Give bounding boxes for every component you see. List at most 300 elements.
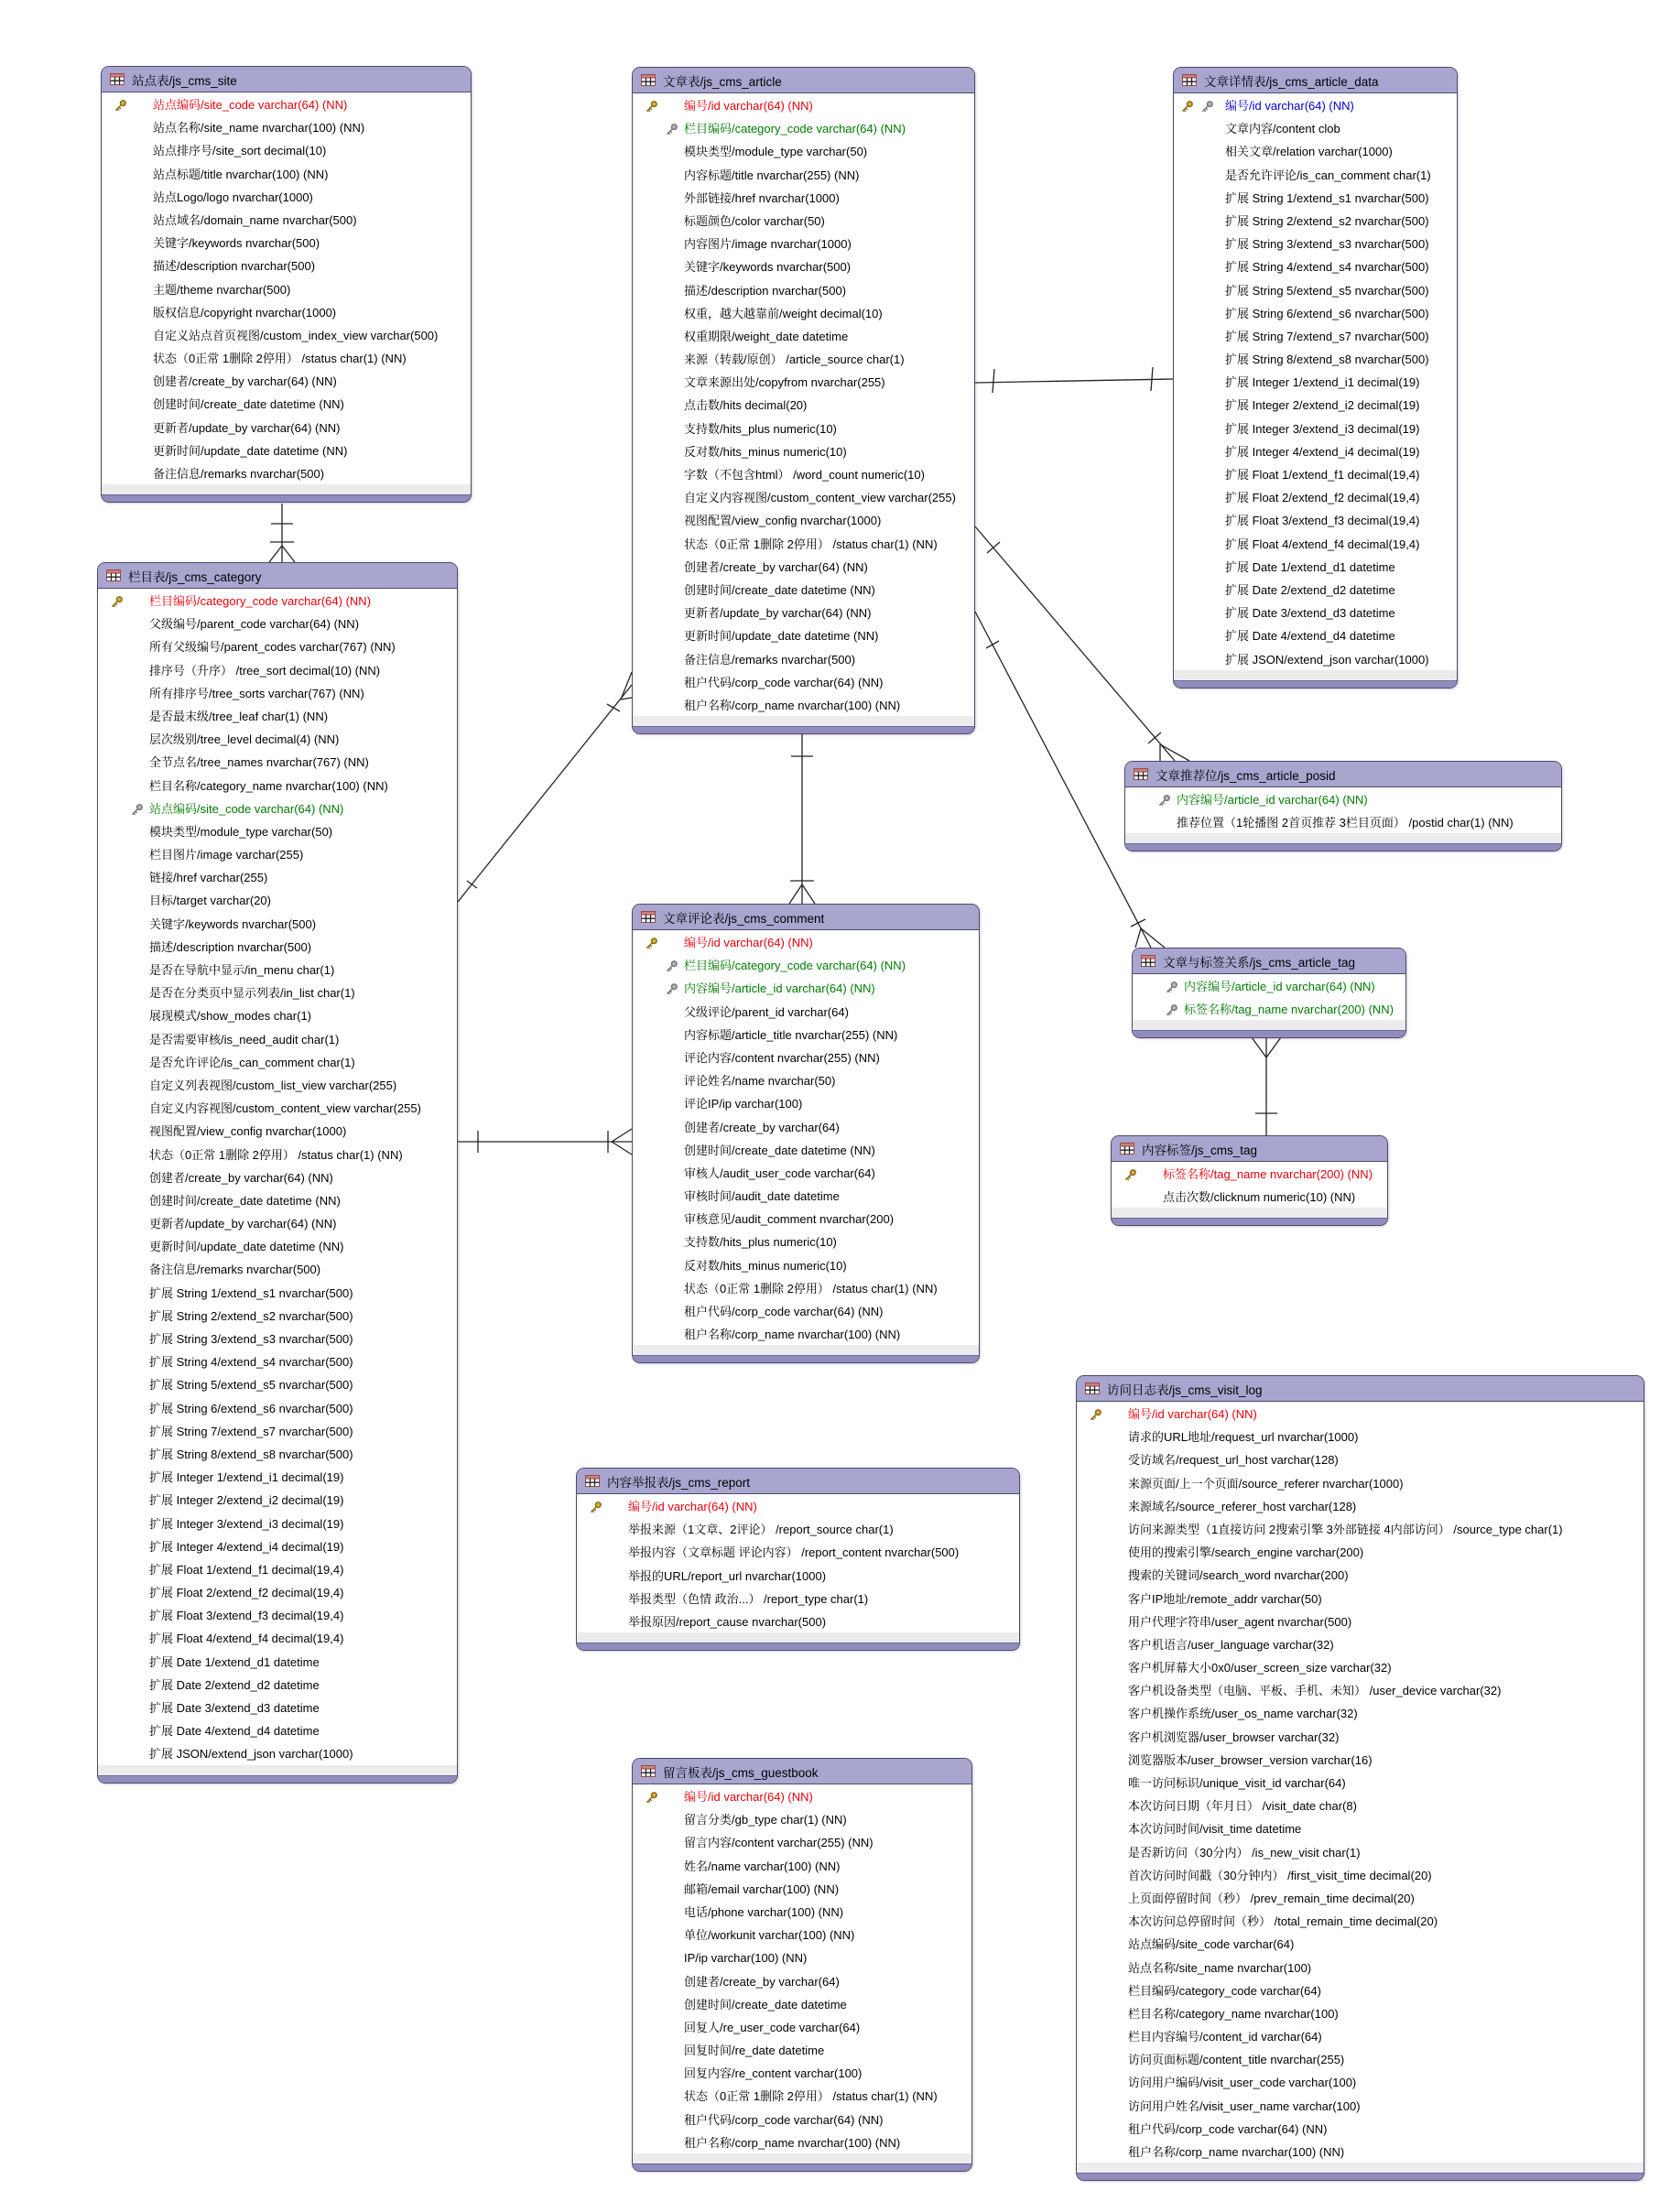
table-header[interactable] xyxy=(1133,949,1405,974)
field-row[interactable] xyxy=(633,278,974,301)
field-row[interactable] xyxy=(102,231,471,254)
field-row[interactable] xyxy=(633,393,974,416)
field-row[interactable] xyxy=(1174,209,1457,232)
field-row[interactable] xyxy=(633,417,974,439)
field-row[interactable] xyxy=(98,1650,457,1673)
field-row[interactable] xyxy=(1077,1587,1644,1610)
table-header[interactable] xyxy=(98,563,457,589)
field-row[interactable] xyxy=(98,912,457,935)
field-row[interactable] xyxy=(633,232,974,255)
field-row[interactable] xyxy=(1174,139,1457,162)
field-row[interactable] xyxy=(577,1610,1019,1632)
field-row[interactable] xyxy=(1077,1886,1644,1909)
field-label: 回复人/re_user_code varchar(64) xyxy=(684,2020,861,2034)
field-row[interactable] xyxy=(98,1027,457,1050)
field-label: 自定义站点首页视图/custom_index_view varchar(500) xyxy=(153,328,439,342)
field-row[interactable] xyxy=(1077,2047,1644,2070)
field-list xyxy=(102,92,471,484)
field-row[interactable] xyxy=(1077,1909,1644,1932)
field-row[interactable] xyxy=(98,1119,457,1142)
field-label: 用户代理字符串/user_agent nvarchar(500) xyxy=(1128,1614,1352,1629)
field-row[interactable] xyxy=(633,555,974,578)
field-row[interactable] xyxy=(633,1877,971,1900)
field-row[interactable] xyxy=(1077,1448,1644,1470)
field-row[interactable] xyxy=(98,1488,457,1511)
field-row[interactable] xyxy=(1174,324,1457,347)
field-row[interactable] xyxy=(633,1784,971,1807)
field-row[interactable] xyxy=(633,209,974,232)
field-row[interactable] xyxy=(98,1234,457,1257)
field-row[interactable] xyxy=(633,1854,971,1877)
field-label: 客户机浏览器/user_browser varchar(32) xyxy=(1128,1729,1340,1744)
field-label: 举报类型（色情 政治...） /report_type char(1) xyxy=(628,1591,869,1606)
field-row[interactable] xyxy=(633,930,979,953)
field-list xyxy=(577,1494,1019,1632)
field-row[interactable] xyxy=(1077,1816,1644,1839)
field-row[interactable] xyxy=(1174,116,1457,139)
table-title: 内容举报表/js_cms_report xyxy=(607,1475,751,1490)
field-row[interactable] xyxy=(1077,2117,1644,2140)
field-list xyxy=(633,1784,971,2153)
field-label: 所有排序号/tree_sorts varchar(767) (NN) xyxy=(149,686,364,700)
field-row[interactable] xyxy=(633,1091,979,1114)
field-label: 站点标题/title nvarchar(100) (NN) xyxy=(153,167,329,181)
field-row[interactable] xyxy=(577,1517,1019,1540)
field-row[interactable] xyxy=(633,1115,979,1138)
field-row[interactable] xyxy=(1174,370,1457,393)
field-row[interactable] xyxy=(577,1587,1019,1610)
field-row[interactable] xyxy=(633,1138,979,1161)
field-row[interactable] xyxy=(633,1207,979,1230)
field-row[interactable] xyxy=(98,774,457,797)
field-row[interactable] xyxy=(1174,301,1457,324)
field-row[interactable] xyxy=(633,2084,971,2107)
field-row[interactable] xyxy=(98,1673,457,1696)
field-row[interactable] xyxy=(98,1050,457,1073)
table-js_cms_tag[interactable] xyxy=(1111,1135,1388,1226)
field-row[interactable] xyxy=(1077,1863,1644,1886)
field-row[interactable] xyxy=(98,1211,457,1234)
field-row[interactable] xyxy=(1174,439,1457,462)
field-row[interactable] xyxy=(1077,1517,1644,1540)
field-row[interactable] xyxy=(98,1419,457,1442)
field-row[interactable] xyxy=(1077,1794,1644,1816)
field-row[interactable] xyxy=(633,670,974,693)
field-row[interactable] xyxy=(1077,1771,1644,1794)
table-js_cms_comment[interactable] xyxy=(632,904,980,1363)
field-label: 本次访问日期（年月日） /visit_date char(8) xyxy=(1128,1799,1357,1814)
field-row[interactable] xyxy=(1077,2070,1644,2093)
table-header[interactable] xyxy=(102,67,471,92)
field-row[interactable] xyxy=(633,693,974,716)
field-row[interactable] xyxy=(1077,1701,1644,1724)
field-row[interactable] xyxy=(98,819,457,842)
field-label: 自定义列表视图/custom_list_view varchar(255) xyxy=(149,1078,397,1092)
field-row[interactable] xyxy=(102,300,471,323)
field-row[interactable] xyxy=(1077,1678,1644,1701)
field-row[interactable] xyxy=(1174,485,1457,508)
table-grid-icon xyxy=(106,569,121,581)
field-label: 站点编码/site_code varchar(64) (NN) xyxy=(153,97,348,112)
table-header[interactable] xyxy=(633,1759,971,1784)
table-footer-strip xyxy=(98,1765,457,1775)
field-row[interactable] xyxy=(98,1442,457,1465)
field-row[interactable] xyxy=(633,2131,971,2153)
field-row[interactable] xyxy=(1077,1840,1644,1863)
field-row[interactable] xyxy=(633,623,974,646)
field-row[interactable] xyxy=(1174,347,1457,370)
field-row[interactable] xyxy=(1174,93,1457,116)
field-row[interactable] xyxy=(633,116,974,139)
field-row[interactable] xyxy=(98,1166,457,1188)
field-label: 创建者/create_by varchar(64) (NN) xyxy=(149,1170,333,1185)
field-row[interactable] xyxy=(577,1564,1019,1587)
relationship-article-to-comment[interactable] xyxy=(789,733,815,904)
table-js_cms_article_tag[interactable] xyxy=(1132,948,1406,1038)
table-footer-strip xyxy=(633,716,974,726)
field-row[interactable] xyxy=(1174,186,1457,209)
field-row[interactable] xyxy=(1174,255,1457,277)
field-row[interactable] xyxy=(633,255,974,277)
field-row[interactable] xyxy=(102,115,471,138)
table-header[interactable] xyxy=(1077,1376,1644,1402)
table-footer-bar xyxy=(1133,1030,1405,1037)
field-row[interactable] xyxy=(102,254,471,276)
field-row[interactable] xyxy=(633,1023,979,1046)
field-row[interactable] xyxy=(1077,1425,1644,1448)
relationship-category-to-article[interactable] xyxy=(458,672,632,902)
field-row[interactable] xyxy=(633,139,974,162)
field-row[interactable] xyxy=(98,1281,457,1304)
field-row[interactable] xyxy=(1112,1185,1387,1208)
field-row[interactable] xyxy=(98,1096,457,1119)
table-js_cms_visit_log[interactable] xyxy=(1076,1375,1644,2181)
table-footer-strip xyxy=(1133,1020,1405,1030)
field-row[interactable] xyxy=(98,1188,457,1211)
field-row[interactable] xyxy=(98,1603,457,1626)
field-row[interactable] xyxy=(1174,623,1457,646)
field-row[interactable] xyxy=(1174,555,1457,578)
table-grid-icon xyxy=(110,73,125,85)
field-row[interactable] xyxy=(98,1580,457,1603)
gold-key-icon xyxy=(114,97,127,111)
table-grid-icon xyxy=(585,1475,600,1487)
field-label: 租户名称/corp_name nvarchar(100) (NN) xyxy=(684,2135,901,2150)
field-label: 电话/phone varchar(100) (NN) xyxy=(684,1904,844,1919)
field-row[interactable] xyxy=(102,439,471,461)
field-row[interactable] xyxy=(633,301,974,324)
field-row[interactable] xyxy=(633,953,979,976)
field-row[interactable] xyxy=(98,1350,457,1372)
field-row[interactable] xyxy=(633,1230,979,1252)
field-row[interactable] xyxy=(633,462,974,485)
field-row[interactable] xyxy=(633,1276,979,1299)
field-label: 扩展 String 8/extend_s8 nvarchar(500) xyxy=(1225,352,1429,367)
table-js_cms_article_data[interactable] xyxy=(1173,67,1458,689)
table-footer-bar xyxy=(1174,680,1457,688)
field-row[interactable] xyxy=(98,727,457,750)
field-row[interactable] xyxy=(98,681,457,704)
field-row[interactable] xyxy=(98,1304,457,1327)
field-row[interactable] xyxy=(633,1322,979,1345)
field-row[interactable] xyxy=(1174,417,1457,439)
field-label: 扩展 Date 2/extend_d2 datetime xyxy=(149,1677,320,1692)
field-row[interactable] xyxy=(98,1143,457,1166)
field-row[interactable] xyxy=(102,416,471,439)
field-label: 举报原因/report_cause nvarchar(500) xyxy=(628,1614,827,1629)
field-row[interactable] xyxy=(633,1923,971,1946)
field-label: 审核时间/audit_date datetime xyxy=(684,1189,840,1204)
field-row[interactable] xyxy=(633,347,974,370)
table-js_cms_site[interactable] xyxy=(101,66,472,503)
field-row[interactable] xyxy=(98,704,457,727)
table-header[interactable] xyxy=(1112,1136,1387,1162)
field-row[interactable] xyxy=(633,1992,971,2015)
field-label: 创建时间/create_date datetime (NN) xyxy=(149,1193,341,1208)
field-row[interactable] xyxy=(98,1696,457,1719)
field-row[interactable] xyxy=(633,1299,979,1322)
field-list xyxy=(633,93,974,716)
field-label: 租户代码/corp_code varchar(64) (NN) xyxy=(684,1304,884,1318)
field-label: 编号/id varchar(64) (NN) xyxy=(628,1499,757,1513)
field-row[interactable] xyxy=(98,634,457,657)
field-row[interactable] xyxy=(1174,393,1457,416)
field-row[interactable] xyxy=(98,750,457,773)
table-js_cms_guestbook[interactable] xyxy=(632,1758,972,2172)
field-label: 审核人/audit_user_code varchar(64) xyxy=(684,1166,875,1180)
field-row[interactable] xyxy=(102,369,471,392)
field-row[interactable] xyxy=(1077,1956,1644,1979)
field-row[interactable] xyxy=(633,1807,971,1830)
field-row[interactable] xyxy=(633,532,974,555)
field-row[interactable] xyxy=(102,277,471,300)
field-row[interactable] xyxy=(98,1327,457,1350)
field-label: 相关文章/relation varchar(1000) xyxy=(1225,145,1393,159)
field-row[interactable] xyxy=(98,1257,457,1280)
field-label: 备注信息/remarks nvarchar(500) xyxy=(153,466,325,481)
table-js_cms_report[interactable] xyxy=(576,1468,1020,1651)
field-row[interactable] xyxy=(633,1253,979,1276)
field-row[interactable] xyxy=(1077,1632,1644,1655)
field-row[interactable] xyxy=(633,485,974,508)
field-row[interactable] xyxy=(633,1946,971,1968)
field-row[interactable] xyxy=(1112,1162,1387,1185)
field-row[interactable] xyxy=(98,981,457,1003)
table-header[interactable] xyxy=(1125,762,1561,787)
field-row[interactable] xyxy=(1174,232,1457,255)
field-row[interactable] xyxy=(1125,810,1561,833)
field-label: 扩展 JSON/extend_json varchar(1000) xyxy=(1225,652,1429,667)
field-label: 扩展 String 8/extend_s8 nvarchar(500) xyxy=(149,1447,353,1461)
field-row[interactable] xyxy=(1077,2024,1644,2047)
field-row[interactable] xyxy=(102,138,471,161)
relationship-site-to-category[interactable] xyxy=(269,504,295,562)
field-row[interactable] xyxy=(1077,1748,1644,1771)
field-row[interactable] xyxy=(102,185,471,208)
field-row[interactable] xyxy=(1077,2094,1644,2117)
field-label: 更新时间/update_date datetime (NN) xyxy=(153,443,348,458)
field-row[interactable] xyxy=(1174,163,1457,186)
field-row[interactable] xyxy=(633,1000,979,1023)
table-footer-bar xyxy=(98,1775,457,1783)
relationship-article-to-article-posid[interactable] xyxy=(975,526,1189,761)
field-row[interactable] xyxy=(98,888,457,911)
field-row[interactable] xyxy=(577,1540,1019,1563)
field-row[interactable] xyxy=(1077,2140,1644,2163)
field-label: 编号/id varchar(64) (NN) xyxy=(684,1789,813,1804)
table-title: 留言板表/js_cms_guestbook xyxy=(663,1765,819,1780)
field-row[interactable] xyxy=(98,658,457,681)
field-label: 栏目编码/category_code varchar(64) xyxy=(1128,1983,1321,1998)
field-row[interactable] xyxy=(633,2061,971,2084)
field-row[interactable] xyxy=(1174,508,1457,531)
field-row[interactable] xyxy=(102,162,471,185)
field-row[interactable] xyxy=(1077,1402,1644,1425)
table-js_cms_category[interactable] xyxy=(97,562,458,1784)
field-row[interactable] xyxy=(633,186,974,209)
field-row[interactable] xyxy=(1077,1932,1644,1955)
field-row[interactable] xyxy=(1174,601,1457,623)
field-row[interactable] xyxy=(102,208,471,231)
field-row[interactable] xyxy=(633,1046,979,1068)
field-row[interactable] xyxy=(1077,1494,1644,1517)
field-label: 是否允许评论/is_can_comment char(1) xyxy=(1225,168,1431,182)
field-row[interactable] xyxy=(1174,578,1457,601)
field-label: 排序号（升序） /tree_sort decimal(10) (NN) xyxy=(149,663,381,678)
field-row[interactable] xyxy=(98,1557,457,1580)
field-row[interactable] xyxy=(98,1073,457,1096)
field-row[interactable] xyxy=(102,346,471,369)
field-row[interactable] xyxy=(98,1465,457,1488)
field-row[interactable] xyxy=(633,1161,979,1184)
field-row[interactable] xyxy=(98,1372,457,1395)
field-label: 状态（0正常 1删除 2停用） /status char(1) (NN) xyxy=(153,352,407,366)
field-row[interactable] xyxy=(633,324,974,347)
field-row[interactable] xyxy=(1077,1471,1644,1494)
table-header[interactable] xyxy=(633,68,974,93)
field-row[interactable] xyxy=(98,865,457,888)
field-row[interactable] xyxy=(102,392,471,415)
field-row[interactable] xyxy=(98,842,457,865)
field-row[interactable] xyxy=(633,370,974,393)
field-row[interactable] xyxy=(633,1830,971,1853)
field-row[interactable] xyxy=(633,1969,971,1992)
relationship-tag-to-article-tag[interactable] xyxy=(1252,1037,1281,1135)
field-row[interactable] xyxy=(1174,278,1457,301)
field-label: 评论姓名/name nvarchar(50) xyxy=(684,1074,836,1089)
field-row[interactable] xyxy=(1125,787,1561,810)
field-row[interactable] xyxy=(1077,1540,1644,1563)
field-label: 栏目图片/image varchar(255) xyxy=(149,848,304,862)
field-row[interactable] xyxy=(633,1184,979,1207)
field-label: 文章内容/content clob xyxy=(1225,122,1340,136)
table-footer-strip xyxy=(102,484,471,494)
field-row[interactable] xyxy=(98,1626,457,1649)
table-header[interactable] xyxy=(1174,68,1457,93)
field-row[interactable] xyxy=(1077,2001,1644,2024)
field-row[interactable] xyxy=(98,589,457,612)
field-row[interactable] xyxy=(633,163,974,186)
field-row[interactable] xyxy=(633,2108,971,2131)
field-row[interactable] xyxy=(98,1719,457,1741)
field-row[interactable] xyxy=(633,1900,971,1923)
field-row[interactable] xyxy=(1133,997,1405,1020)
field-label: 留言内容/content varchar(255) (NN) xyxy=(684,1836,873,1850)
field-row[interactable] xyxy=(633,439,974,462)
table-header[interactable] xyxy=(577,1469,1019,1494)
field-row[interactable] xyxy=(98,935,457,958)
field-row[interactable] xyxy=(98,612,457,634)
field-label: 标签名称/tag_name nvarchar(200) (NN) xyxy=(1163,1166,1373,1181)
field-label: 客户IP地址/remote_addr varchar(50) xyxy=(1128,1591,1322,1606)
field-label: 扩展 Date 4/extend_d4 datetime xyxy=(1225,629,1395,644)
field-label: 扩展 Float 2/extend_f2 decimal(19,4) xyxy=(149,1586,344,1600)
field-row[interactable] xyxy=(633,2015,971,2038)
relationship-category-to-comment[interactable] xyxy=(458,1129,632,1155)
table-js_cms_article[interactable] xyxy=(632,67,975,734)
field-row[interactable] xyxy=(102,92,471,115)
field-row[interactable] xyxy=(98,1512,457,1534)
table-header[interactable] xyxy=(633,905,979,930)
relationship-article-to-article-data[interactable] xyxy=(975,367,1173,393)
field-label: 扩展 String 4/extend_s4 nvarchar(500) xyxy=(149,1355,353,1370)
field-row[interactable] xyxy=(633,93,974,116)
field-label: 访问用户姓名/visit_user_name varchar(100) xyxy=(1128,2098,1361,2113)
silver-key-icon xyxy=(665,981,678,994)
gold-key-icon xyxy=(645,935,658,949)
field-row[interactable] xyxy=(102,461,471,484)
field-label: 文章来源出处/copyfrom nvarchar(255) xyxy=(684,375,885,390)
field-row[interactable] xyxy=(102,323,471,346)
field-row[interactable] xyxy=(98,1534,457,1557)
field-row[interactable] xyxy=(98,797,457,819)
field-row[interactable] xyxy=(1133,974,1405,997)
field-row[interactable] xyxy=(633,976,979,999)
field-row[interactable] xyxy=(98,958,457,981)
field-row[interactable] xyxy=(633,2038,971,2061)
field-label: 扩展 String 6/extend_s6 nvarchar(500) xyxy=(149,1401,353,1415)
field-row[interactable] xyxy=(633,601,974,623)
field-label: 标题颜色/color varchar(50) xyxy=(684,213,825,228)
field-label: 视图配置/view_config nvarchar(1000) xyxy=(149,1124,347,1139)
field-row[interactable] xyxy=(1077,1979,1644,2001)
field-row[interactable] xyxy=(1077,1655,1644,1678)
field-row[interactable] xyxy=(1077,1725,1644,1748)
field-row[interactable] xyxy=(633,1068,979,1091)
field-label: 是否在分类页中显示列表/in_list char(1) xyxy=(149,986,355,1001)
field-row[interactable] xyxy=(1174,532,1457,555)
field-label: 回复内容/re_content varchar(100) xyxy=(684,2066,863,2081)
field-row[interactable] xyxy=(1077,1610,1644,1632)
field-row[interactable] xyxy=(98,1396,457,1419)
field-row[interactable] xyxy=(577,1494,1019,1517)
field-label: 扩展 String 7/extend_s7 nvarchar(500) xyxy=(149,1424,353,1438)
field-label: 客户机操作系统/user_os_name varchar(32) xyxy=(1128,1707,1358,1721)
field-row[interactable] xyxy=(633,647,974,670)
field-row[interactable] xyxy=(1174,647,1457,670)
field-row[interactable] xyxy=(633,578,974,601)
table-js_cms_article_posid[interactable] xyxy=(1124,761,1562,851)
field-row[interactable] xyxy=(633,508,974,531)
field-row[interactable] xyxy=(98,1003,457,1026)
field-list xyxy=(633,930,979,1345)
field-label: 栏目编码/category_code varchar(64) (NN) xyxy=(149,593,372,608)
field-label: 编号/id varchar(64) (NN) xyxy=(684,935,813,949)
field-row[interactable] xyxy=(1077,1563,1644,1586)
field-label: 唯一访问标识/unique_visit_id varchar(64) xyxy=(1128,1775,1346,1790)
field-row[interactable] xyxy=(98,1741,457,1764)
field-row[interactable] xyxy=(1174,462,1457,485)
